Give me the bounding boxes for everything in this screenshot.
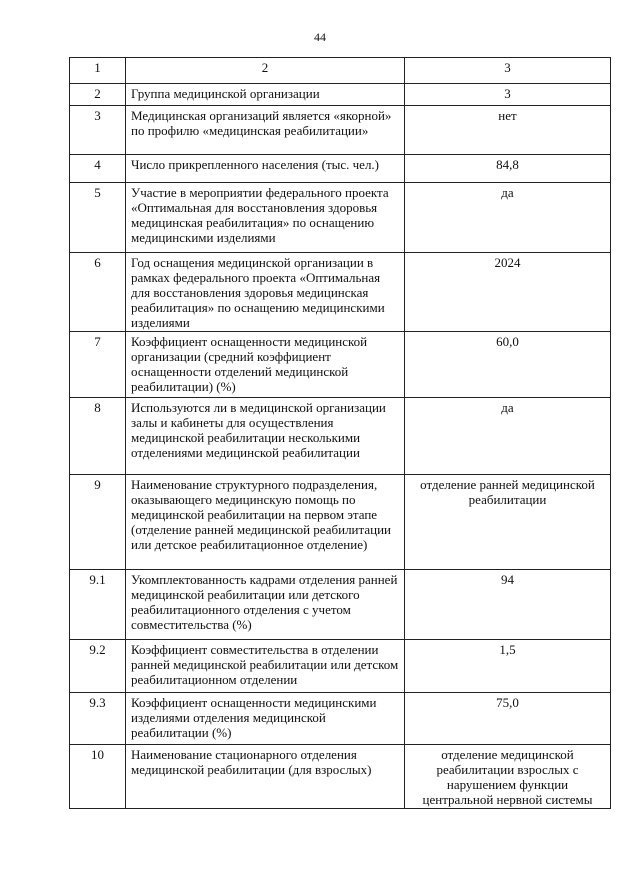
table-row: [70, 332, 611, 398]
table-row: [70, 253, 611, 332]
data-table: [69, 57, 611, 809]
row-label: Наименование структурного подразделения, оказывающего медицинскую помощь по медицинской реабилитации на первом этапе (отделение ранней медицинской реабилитации или детское реабилитационное отделение): [126, 475, 405, 570]
row-number: 3: [70, 106, 126, 155]
row-number: 9.2: [70, 640, 126, 693]
row-label: Коэффициент оснащенности медицинскими изделиями отделения медицинской реабилитации (%): [126, 693, 405, 745]
table-row: [70, 640, 611, 693]
row-label: Число прикрепленного населения (тыс. чел.): [126, 155, 405, 183]
row-value: да: [405, 183, 611, 253]
row-label: Наименование стационарного отделения медицинской реабилитации (для взрослых): [126, 745, 405, 809]
table-row: [70, 155, 611, 183]
row-number: 4: [70, 155, 126, 183]
row-label: Укомплектованность кадрами отделения ранней медицинской реабилитации или детского реабилитационного отделения с учетом совместительства (%): [126, 570, 405, 640]
row-number: 9: [70, 475, 126, 570]
row-number: 7: [70, 332, 126, 398]
row-value: 75,0: [405, 693, 611, 745]
table-row: [70, 475, 611, 570]
row-number: 2: [70, 84, 126, 106]
row-number: 8: [70, 398, 126, 475]
row-number: 5: [70, 183, 126, 253]
page-number: 44: [314, 30, 326, 44]
row-number: 9.3: [70, 693, 126, 745]
row-value: 60,0: [405, 332, 611, 398]
table-row: [70, 106, 611, 155]
table-row: [70, 693, 611, 745]
row-value: нет: [405, 106, 611, 155]
row-value: 3: [405, 84, 611, 106]
row-number: 6: [70, 253, 126, 332]
row-value: отделение ранней медицинской реабилитации: [405, 475, 611, 570]
row-number: 9.1: [70, 570, 126, 640]
row-label: Коэффициент оснащенности медицинской организации (средний коэффициент оснащенности отделений медицинской реабилитации) (%): [126, 332, 405, 398]
table-row: [70, 398, 611, 475]
table-row: [70, 183, 611, 253]
row-value: 2024: [405, 253, 611, 332]
table-header-row: [70, 58, 611, 84]
row-value: 84,8: [405, 155, 611, 183]
row-label: Участие в мероприятии федерального проекта «Оптимальная для восстановления здоровья медицинская реабилитация» по оснащению медицинскими изделиями: [126, 183, 405, 253]
row-label: Используются ли в медицинской организации залы и кабинеты для осуществления медицинской реабилитации несколькими отделениями медицинской реабилитации: [126, 398, 405, 475]
row-value: да: [405, 398, 611, 475]
row-label: Год оснащения медицинской организации в рамках федерального проекта «Оптимальная для восстановления здоровья медицинская реабилитация» по оснащению медицинскими изделиями: [126, 253, 405, 332]
row-value: 94: [405, 570, 611, 640]
header-cell-parameter: 2: [126, 58, 405, 84]
row-label: Коэффициент совместительства в отделении ранней медицинской реабилитации или детском реабилитационном отделении: [126, 640, 405, 693]
row-value: отделение медицинской реабилитации взрослых с нарушением функции центральной нервной системы: [405, 745, 611, 809]
row-label: Группа медицинской организации: [126, 84, 405, 106]
header-cell-value: 3: [405, 58, 611, 84]
row-value: 1,5: [405, 640, 611, 693]
table-row: [70, 570, 611, 640]
row-number: 10: [70, 745, 126, 809]
row-label: Медицинская организаций является «якорной» по профилю «медицинская реабилитации»: [126, 106, 405, 155]
table-row: [70, 745, 611, 809]
table-row: [70, 84, 611, 106]
header-cell-number: 1: [70, 58, 126, 84]
